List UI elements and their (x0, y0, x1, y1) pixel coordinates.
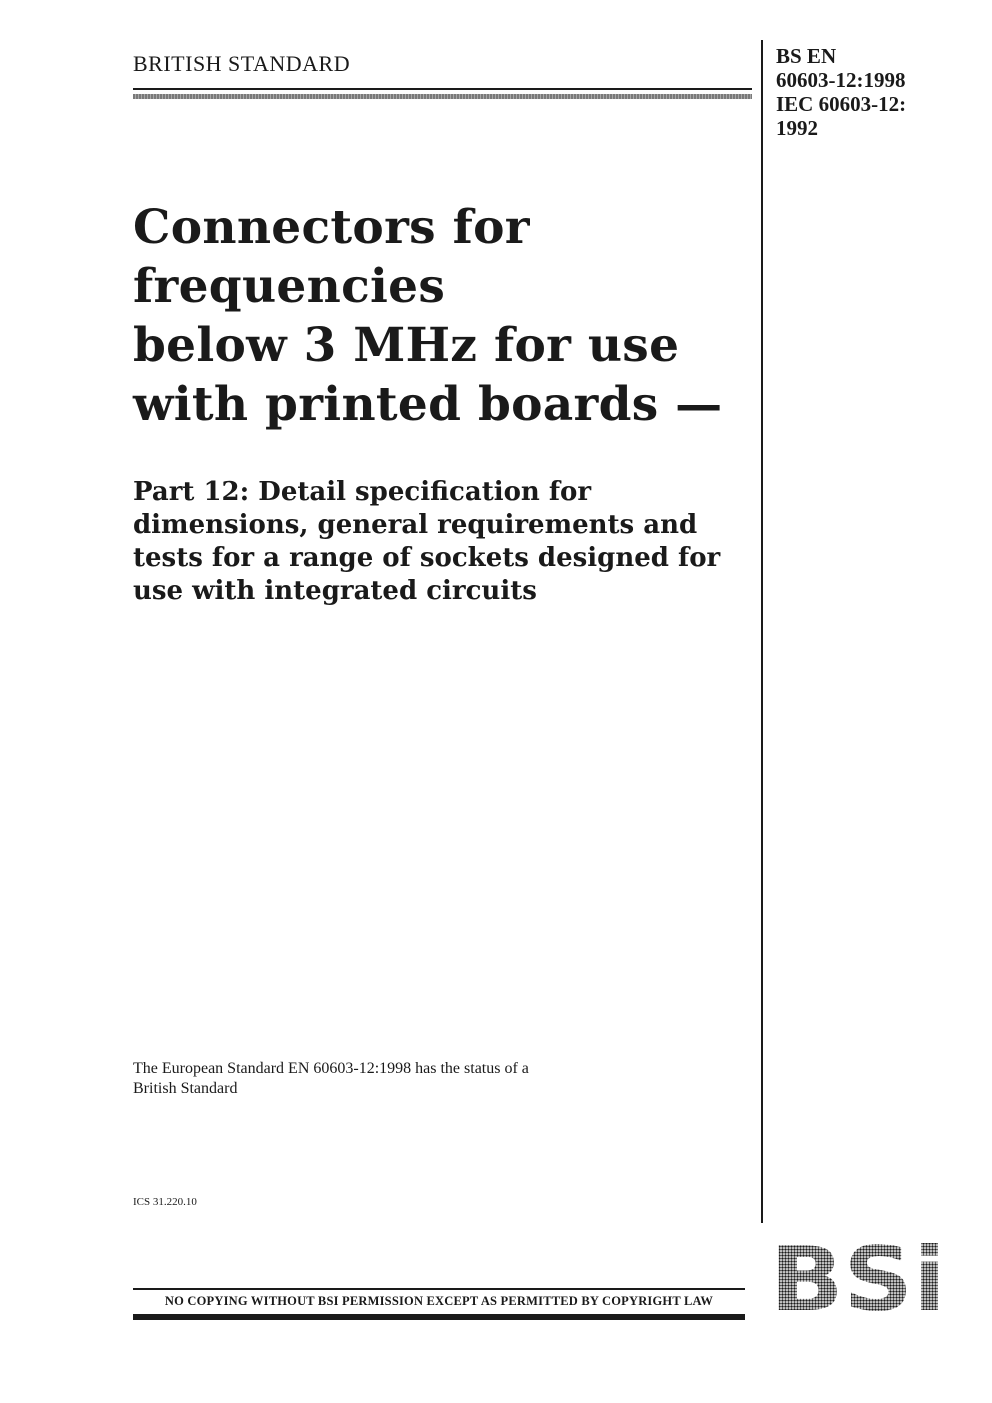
vertical-divider (761, 40, 763, 1223)
main-title (133, 198, 753, 434)
standard-number-line: BS EN (776, 44, 837, 68)
ics-code: ICS 31.220.10 (133, 1196, 197, 1208)
bsi-logo-text: BSi (770, 1242, 946, 1316)
document-series-label: BRITISH STANDARD (133, 51, 351, 76)
part-title-line: Part 12: Detail specification for (133, 477, 592, 507)
main-title-line: Connectors for (133, 200, 530, 255)
standard-number-line: 60603-12:1998 (776, 68, 906, 92)
main-title-line: below 3 MHz for use (133, 318, 680, 373)
footer-rule-bottom (133, 1314, 745, 1320)
header-rule (133, 88, 752, 90)
part-title (133, 476, 758, 608)
status-note (133, 1059, 733, 1099)
part-title-line: use with integrated circuits (133, 576, 537, 606)
standard-numbers (776, 44, 986, 140)
status-note-line: British Standard (133, 1080, 238, 1097)
part-title-line: tests for a range of sockets designed for (133, 543, 721, 573)
standard-number-line: 1992 (776, 116, 818, 140)
copyright-notice: NO COPYING WITHOUT BSI PERMISSION EXCEPT AS PERMITTED BY COPYRIGHT LAW (164, 1294, 714, 1308)
footer-rule-top (133, 1288, 745, 1290)
header-hatched-rule (133, 94, 752, 99)
status-note-line: The European Standard EN 60603-12:1998 has the status of a (133, 1060, 529, 1077)
part-title-line: dimensions, general requirements and (133, 510, 698, 540)
standard-number-line: IEC 60603-12: (776, 92, 907, 116)
main-title-line: with printed boards — (133, 377, 723, 432)
bsi-logo (769, 1242, 947, 1316)
main-title-line: frequencies (133, 259, 446, 314)
